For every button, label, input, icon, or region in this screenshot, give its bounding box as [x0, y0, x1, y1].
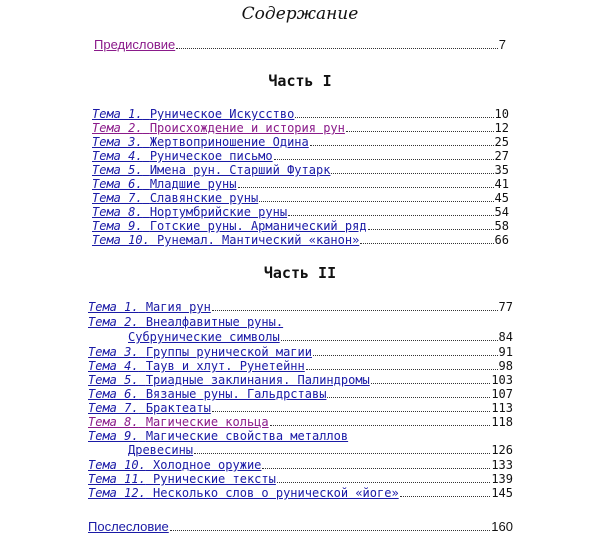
topic-link[interactable]: Тема 6. Вязаные руны. Гальдрставы — [88, 387, 327, 401]
toc-entry[interactable] — [92, 205, 509, 219]
toc-entry[interactable] — [92, 121, 509, 135]
toc-entry[interactable] — [88, 300, 513, 314]
leader-dots — [170, 530, 491, 531]
toc-entry[interactable] — [88, 415, 513, 429]
toc-entry[interactable] — [88, 345, 513, 359]
topic-link[interactable]: Тема 4. Руническое письмо — [92, 149, 273, 163]
toc-entry[interactable] — [88, 429, 513, 443]
page-number: 160 — [491, 519, 513, 534]
page-number: 84 — [498, 330, 513, 344]
leader-dots — [194, 453, 490, 454]
toc-entry[interactable] — [92, 177, 509, 191]
page-number: 126 — [491, 443, 513, 457]
page-number: 133 — [491, 458, 513, 472]
preface-link[interactable]: Предисловие — [94, 37, 176, 52]
toc-entry[interactable] — [88, 472, 513, 486]
page-number: 45 — [494, 191, 509, 205]
toc-entry[interactable] — [88, 359, 513, 373]
page-number: 35 — [494, 163, 509, 177]
leader-dots — [238, 187, 494, 188]
topic-link[interactable]: Тема 3. Группы рунической магии — [88, 345, 312, 359]
leader-dots — [306, 369, 498, 370]
page-number: 145 — [491, 486, 513, 500]
page-number: 27 — [494, 149, 509, 163]
toc-entry[interactable] — [92, 191, 509, 205]
leader-dots — [371, 383, 491, 384]
page-number: 54 — [494, 205, 509, 219]
topic-link-continued[interactable]: Древесины — [128, 443, 194, 457]
page-number: 25 — [494, 135, 509, 149]
afterword-link[interactable]: Послесловие — [88, 519, 169, 534]
toc-entry[interactable] — [92, 149, 509, 163]
leader-dots — [368, 229, 494, 230]
topic-link[interactable]: Тема 3. Жертвоприношение Одина — [92, 135, 309, 149]
leader-dots — [313, 355, 498, 356]
page-number: 77 — [498, 300, 513, 314]
page-number: 113 — [491, 401, 513, 415]
topic-link-continued[interactable]: Субрунические символы — [128, 330, 280, 344]
topic-link[interactable]: Тема 6. Младшие руны — [92, 177, 237, 191]
page-number: 98 — [498, 359, 513, 373]
topic-link[interactable]: Тема 8. Магические кольца — [88, 415, 269, 429]
topic-link[interactable]: Тема 1. Руническое Искусство — [92, 107, 295, 121]
toc-entry-preface[interactable] — [94, 38, 506, 52]
topic-link[interactable]: Тема 5. Имена рун. Старший Футарк — [92, 163, 331, 177]
leader-dots — [295, 117, 493, 118]
page-number: 91 — [498, 345, 513, 359]
topic-link[interactable]: Тема 5. Триадные заклинания. Палиндромы — [88, 373, 370, 387]
page-number: 58 — [494, 219, 509, 233]
leader-dots — [277, 482, 490, 483]
leader-dots — [212, 411, 490, 412]
toc-entry[interactable] — [88, 315, 513, 329]
toc-entry-continued[interactable] — [128, 443, 513, 457]
topic-link[interactable]: Тема 12. Несколько слов о рунической «йоге» — [88, 486, 399, 500]
toc-entry-continued[interactable] — [128, 330, 513, 344]
topic-link[interactable]: Тема 10. Рунемал. Мантический «канон» — [92, 233, 360, 247]
leader-dots — [270, 425, 491, 426]
leader-dots — [400, 496, 491, 497]
page-number: 103 — [491, 373, 513, 387]
page-number: 7 — [498, 37, 506, 52]
toc-entry[interactable] — [92, 135, 509, 149]
toc-entry[interactable] — [88, 373, 513, 387]
leader-dots — [212, 310, 498, 311]
page-number: 139 — [491, 472, 513, 486]
topic-link[interactable]: Тема 2. Происхождение и история рун — [92, 121, 345, 135]
toc-entry[interactable] — [88, 458, 513, 472]
topic-link[interactable]: Тема 7. Славянские руны — [92, 191, 259, 205]
page-number: 10 — [494, 107, 509, 121]
page-number: 118 — [491, 415, 513, 429]
toc-entry[interactable] — [92, 233, 509, 247]
topic-link[interactable]: Тема 2. Внеалфавитные руны. — [88, 315, 284, 329]
toc-entry[interactable] — [92, 107, 509, 121]
leader-dots — [274, 159, 494, 160]
toc-entry[interactable] — [88, 486, 513, 500]
page-number: 107 — [491, 387, 513, 401]
leader-dots — [176, 48, 498, 49]
leader-dots — [281, 340, 498, 341]
page-number: 66 — [494, 233, 509, 247]
leader-dots — [331, 173, 493, 174]
leader-dots — [346, 131, 494, 132]
toc-entry[interactable] — [92, 163, 509, 177]
leader-dots — [327, 397, 490, 398]
topic-link[interactable]: Тема 10. Холодное оружие — [88, 458, 262, 472]
topic-link[interactable]: Тема 1. Магия рун — [88, 300, 211, 314]
toc-entry[interactable] — [88, 401, 513, 415]
leader-dots — [310, 145, 494, 146]
toc-entry[interactable] — [88, 387, 513, 401]
part-1-heading: Часть I — [268, 72, 332, 90]
part-2-heading: Часть II — [263, 264, 337, 282]
page-title: Содержание — [241, 4, 359, 24]
leader-dots — [360, 243, 493, 244]
leader-dots — [288, 215, 493, 216]
topic-link[interactable]: Тема 9. Готские руны. Арманический ряд — [92, 219, 367, 233]
topic-link[interactable]: Тема 9. Магические свойства металлов — [88, 429, 349, 443]
toc-entry-afterword[interactable] — [88, 520, 513, 534]
topic-link[interactable]: Тема 11. Рунические тексты — [88, 472, 276, 486]
page-number: 12 — [494, 121, 509, 135]
topic-link[interactable]: Тема 7. Брактеаты — [88, 401, 211, 415]
page-number: 41 — [494, 177, 509, 191]
toc-entry[interactable] — [92, 219, 509, 233]
topic-link[interactable]: Тема 4. Таув и хлут. Рунетейнн — [88, 359, 305, 373]
leader-dots — [259, 201, 493, 202]
topic-link[interactable]: Тема 8. Нортумбрийские руны — [92, 205, 288, 219]
leader-dots — [262, 468, 490, 469]
